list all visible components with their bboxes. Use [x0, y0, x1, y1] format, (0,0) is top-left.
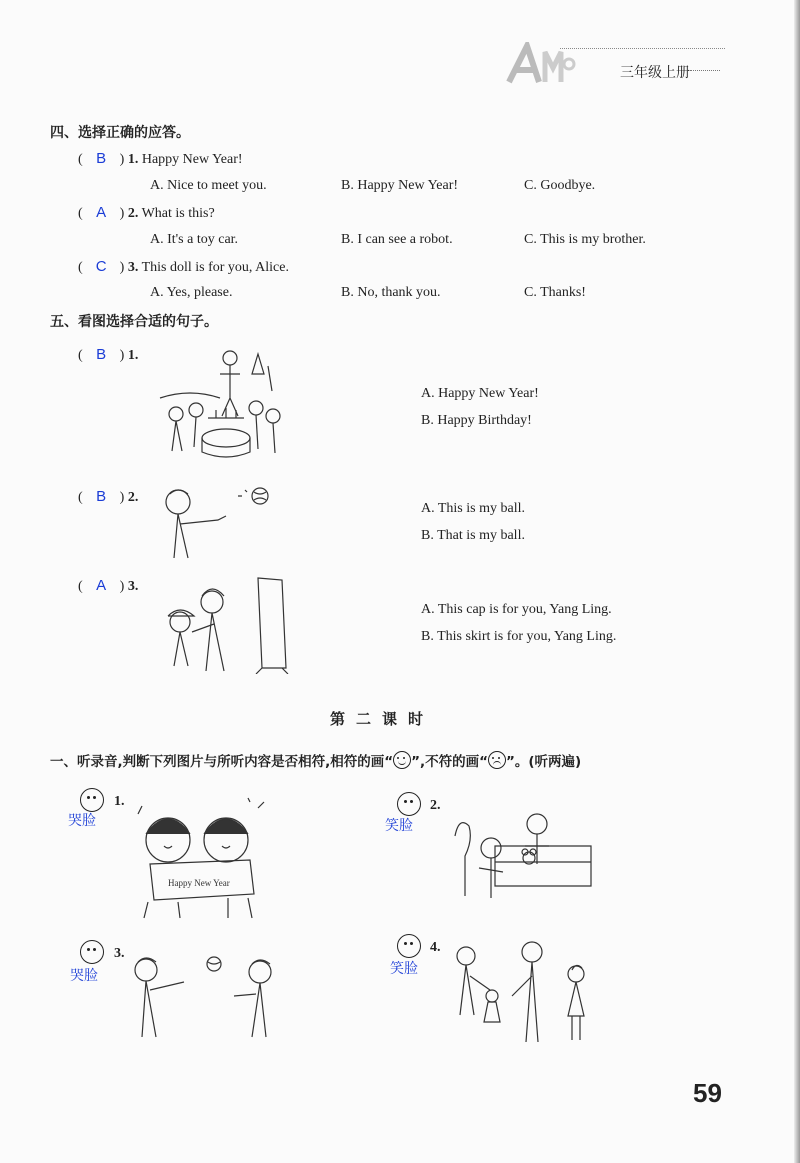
answer-face-icon[interactable]	[80, 788, 104, 812]
page-number: 59	[693, 1078, 722, 1108]
answer-face-icon[interactable]	[397, 934, 421, 958]
family-on-sofa-illustration	[445, 806, 595, 911]
listening-instruction: 一、听录音,判断下列图片与所听内容是否相符,相符的画“ ”,不符的画“ ”。(听两遍)	[50, 750, 581, 770]
mother-girl-mirror-illustration	[158, 572, 298, 679]
header-dots	[690, 70, 720, 71]
answer-field[interactable]: A	[96, 577, 107, 594]
s5-q1: ( B ) 1.	[78, 346, 139, 363]
answer-field[interactable]: A	[96, 204, 107, 221]
answer-field[interactable]: B	[96, 488, 107, 505]
option: A. Happy New Year!	[421, 386, 539, 401]
s5-q2: ( B ) 2.	[78, 488, 139, 505]
section5-title: 五、看图选择合适的句子。	[50, 314, 218, 330]
option: A. Yes, please.	[150, 285, 233, 300]
option: C. This is my brother.	[524, 232, 646, 247]
s4-q2: ( A ) 2. What is this?	[78, 204, 215, 221]
answer-face-icon[interactable]	[80, 940, 104, 964]
option: A. This is my ball.	[421, 501, 525, 516]
children-new-year-banner-illustration	[128, 794, 278, 927]
sad-face-icon	[488, 751, 506, 769]
s4-q3: ( C ) 3. This doll is for you, Alice.	[78, 258, 289, 275]
option: B. This skirt is for you, Yang Ling.	[421, 629, 617, 644]
boy-pointing-at-ball-illustration	[150, 482, 275, 567]
answer-face-icon[interactable]	[397, 792, 421, 816]
answer-field[interactable]: C	[95, 258, 107, 275]
answer-text[interactable]: 笑脸	[390, 960, 418, 976]
birthday-party-illustration	[158, 346, 288, 469]
option: B. That is my ball.	[421, 528, 525, 543]
answer-field[interactable]: B	[96, 150, 107, 167]
grade-label: 三年级上册	[620, 65, 690, 81]
answer-text[interactable]: 哭脸	[70, 967, 98, 983]
family-with-doll-illustration	[448, 940, 598, 1055]
answer-text[interactable]: 笑脸	[385, 817, 413, 833]
s4-q1: ( B ) 1. Happy New Year!	[78, 150, 243, 167]
option: B. Happy Birthday!	[421, 413, 532, 428]
option: A. It's a toy car.	[150, 232, 239, 247]
svg-text:Happy New Year: Happy New Year	[168, 878, 230, 888]
option: B. I can see a robot.	[341, 232, 453, 247]
item-number: 1.	[114, 794, 125, 809]
page-edge	[794, 0, 800, 1163]
answer-text[interactable]: 哭脸	[68, 812, 96, 828]
two-boys-pointing-at-ball-illustration	[130, 950, 280, 1047]
book-logo	[505, 42, 585, 91]
question-text: Happy New Year!	[141, 152, 243, 167]
option: C. Thanks!	[524, 285, 586, 300]
lesson-title: 第二课时	[330, 710, 435, 728]
option: B. No, thank you.	[341, 285, 441, 300]
header-rule	[560, 48, 725, 49]
item-number: 2.	[430, 798, 441, 813]
smiley-face-icon	[393, 751, 411, 769]
answer-field[interactable]: B	[96, 346, 107, 363]
section4-title: 四、选择正确的应答。	[50, 125, 190, 141]
option: A. Nice to meet you.	[150, 178, 267, 193]
option: A. This cap is for you, Yang Ling.	[421, 602, 612, 617]
option: B. Happy New Year!	[341, 178, 459, 193]
option: C. Goodbye.	[524, 178, 596, 193]
item-number: 4.	[430, 940, 441, 955]
item-number: 3.	[114, 946, 125, 961]
question-text: This doll is for you, Alice.	[141, 260, 289, 275]
s5-q3: ( A ) 3.	[78, 577, 139, 594]
question-text: What is this?	[141, 206, 215, 221]
